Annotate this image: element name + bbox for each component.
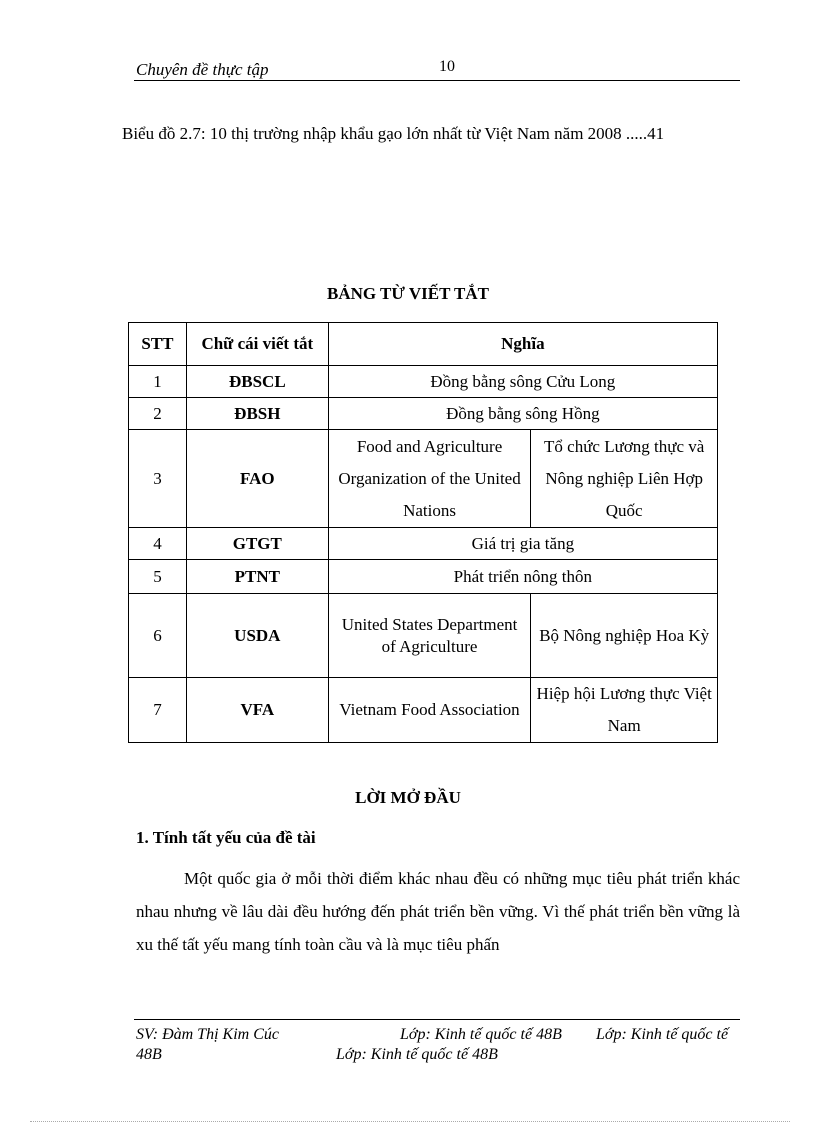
row-stt: 2 bbox=[129, 398, 187, 430]
row-code: USDA bbox=[186, 594, 328, 678]
abbreviation-table bbox=[128, 322, 718, 743]
section-title: LỜI MỞ ĐẦU bbox=[355, 788, 461, 807]
row-meaning-vi: Tổ chức Lương thực và Nông nghiệp Liên Hợp Quốc bbox=[531, 430, 718, 528]
row-code: PTNT bbox=[186, 560, 328, 594]
table-row bbox=[129, 594, 718, 678]
row-meaning-vi: Hiệp hội Lương thực Việt Nam bbox=[531, 678, 718, 743]
page-header bbox=[134, 56, 740, 81]
footer-student: SV: Đàm Thị Kim Cúc bbox=[136, 1026, 279, 1043]
row-meaning: Giá trị gia tăng bbox=[328, 528, 717, 560]
header-meaning: Nghĩa bbox=[328, 323, 717, 366]
table-row bbox=[129, 366, 718, 398]
table-row bbox=[129, 560, 718, 594]
page-bottom-edge bbox=[30, 1121, 790, 1122]
row-meaning-en: Food and Agriculture Organization of the United Nations bbox=[328, 430, 531, 528]
row-meaning: Đồng bằng sông Cửu Long bbox=[328, 366, 717, 398]
row-stt: 6 bbox=[129, 594, 187, 678]
row-code: ĐBSCL bbox=[186, 366, 328, 398]
table-row bbox=[129, 678, 718, 743]
table-row bbox=[129, 528, 718, 560]
table-title: BẢNG TỪ VIẾT TẮT bbox=[326, 284, 490, 303]
table-row bbox=[129, 430, 718, 528]
row-code: VFA bbox=[186, 678, 328, 743]
row-stt: 1 bbox=[129, 366, 187, 398]
row-code: FAO bbox=[186, 430, 328, 528]
body-paragraph: Một quốc gia ở mỗi thời điểm khác nhau đều có những mục tiêu phát triển khác nhau nhưng về lâu dài đều hướng đến phát triển bền vững. Vì thế phát triển bền vững là xu thế tất yếu mang tính toàn cầu và là mục tiêu phấn bbox=[136, 869, 740, 954]
header-title: Chuyên đề thực tập bbox=[136, 60, 269, 79]
row-code: GTGT bbox=[186, 528, 328, 560]
row-meaning: Đồng bằng sông Hồng bbox=[328, 398, 717, 430]
row-stt: 5 bbox=[129, 560, 187, 594]
page-number: 10 bbox=[439, 58, 455, 75]
header-abbreviation: Chữ cái viết tắt bbox=[186, 323, 328, 366]
table-row bbox=[129, 398, 718, 430]
footer-class-second: Lớp: Kinh tế quốc tế 48B bbox=[336, 1046, 498, 1063]
toc-entry: Biểu đồ 2.7: 10 thị trường nhập khẩu gạo lớn nhất từ Việt Nam năm 2008 .....41 bbox=[122, 124, 665, 143]
row-stt: 3 bbox=[129, 430, 187, 528]
row-meaning-vi: Bộ Nông nghiệp Hoa Kỳ bbox=[531, 594, 718, 678]
header-stt: STT bbox=[129, 323, 187, 366]
section-subheading: 1. Tính tất yếu của đề tài bbox=[136, 828, 316, 847]
row-meaning: Phát triển nông thôn bbox=[328, 560, 717, 594]
row-stt: 4 bbox=[129, 528, 187, 560]
footer-class-repeat: Lớp: Kinh tế quốc tế bbox=[596, 1026, 729, 1043]
row-code: ĐBSH bbox=[186, 398, 328, 430]
row-meaning-en: Vietnam Food Association bbox=[328, 678, 531, 743]
footer-class-cont: 48B bbox=[136, 1046, 162, 1063]
footer-class: Lớp: Kinh tế quốc tế 48B bbox=[400, 1026, 562, 1043]
row-stt: 7 bbox=[129, 678, 187, 743]
footer-rule bbox=[134, 1019, 740, 1020]
row-meaning-en: United States Department of Agriculture bbox=[328, 594, 531, 678]
table-header-row bbox=[129, 323, 718, 366]
